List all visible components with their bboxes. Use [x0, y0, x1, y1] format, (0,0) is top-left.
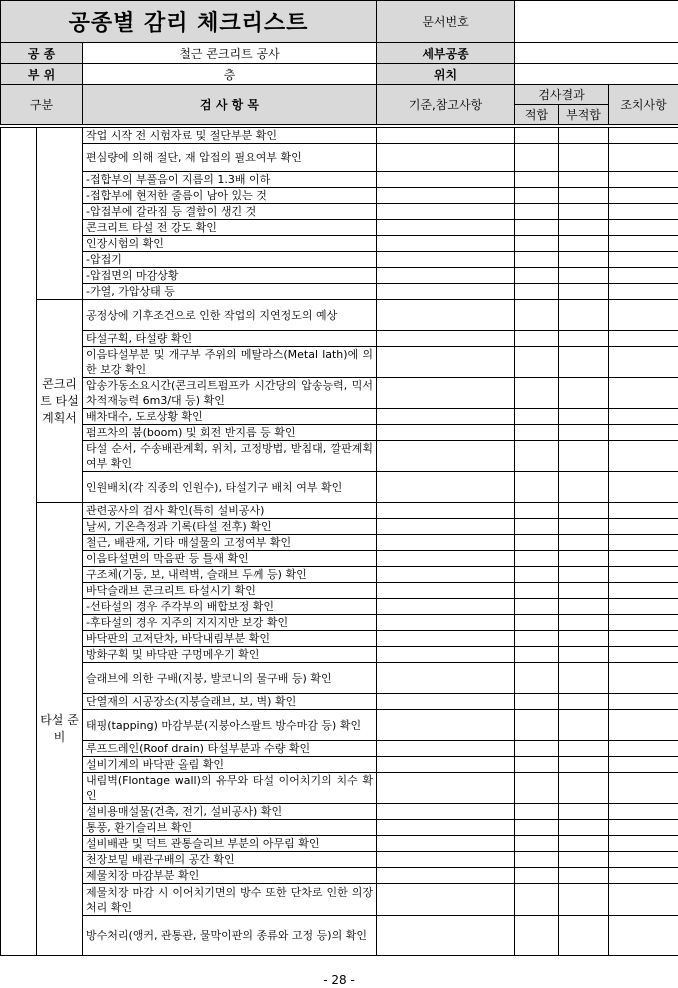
- fail-cell[interactable]: [559, 551, 609, 567]
- fail-cell[interactable]: [559, 663, 609, 694]
- pass-cell[interactable]: [515, 347, 559, 378]
- fail-cell[interactable]: [559, 472, 609, 503]
- criteria-cell[interactable]: [377, 347, 515, 378]
- action-cell[interactable]: [609, 884, 678, 916]
- fail-cell[interactable]: [559, 773, 609, 804]
- fail-cell[interactable]: [559, 852, 609, 868]
- fail-cell[interactable]: [559, 741, 609, 757]
- action-cell[interactable]: [609, 188, 678, 204]
- checklist-row: [1, 820, 678, 836]
- pass-cell[interactable]: [515, 599, 559, 615]
- check-item: 작업 시작 전 시험자료 및 절단부분 확인: [83, 128, 377, 144]
- fail-cell[interactable]: [559, 236, 609, 252]
- pass-cell[interactable]: [515, 236, 559, 252]
- action-cell[interactable]: [609, 347, 678, 378]
- pass-cell[interactable]: [515, 663, 559, 694]
- category-cell: 타설 준비: [37, 503, 83, 956]
- pass-cell[interactable]: [515, 820, 559, 836]
- check-item: -압접부에 갈라짐 등 결함이 생긴 것: [83, 204, 377, 220]
- criteria-cell[interactable]: [377, 128, 515, 144]
- criteria-cell[interactable]: [377, 519, 515, 535]
- checklist-row: [1, 503, 678, 519]
- pass-cell[interactable]: [515, 284, 559, 300]
- action-cell[interactable]: [609, 694, 678, 710]
- col-category-header: 구분: [1, 85, 83, 125]
- check-item: 태핑(tapping) 마감부분(지붕아스팔트 방수마감 등) 확인: [83, 710, 377, 741]
- checklist-row: [1, 188, 678, 204]
- check-item: 편심량에 의해 절단, 재 압접의 필요여부 확인: [83, 144, 377, 172]
- work-type-label: 공 종: [1, 43, 83, 64]
- check-item: 바닥슬래브 콘크리트 타설시기 확인: [83, 583, 377, 599]
- fail-cell[interactable]: [559, 583, 609, 599]
- check-item: 루프드레인(Roof drain) 타설부분과 수량 확인: [83, 741, 377, 757]
- sub-work-type-label: 세부공종: [377, 43, 515, 64]
- checklist-row: [1, 647, 678, 663]
- col-fail-header: 부적합: [559, 105, 609, 125]
- check-item: -접합부에 현저한 줄름이 남아 있는 것: [83, 188, 377, 204]
- check-item: -압접기: [83, 252, 377, 268]
- action-cell[interactable]: [609, 615, 678, 631]
- checklist-row: [1, 331, 678, 347]
- check-item: -압접면의 마감상황: [83, 268, 377, 284]
- checklist-row: [1, 425, 678, 441]
- action-cell[interactable]: [609, 128, 678, 144]
- pass-cell[interactable]: [515, 773, 559, 804]
- check-item: 인장시험의 확인: [83, 236, 377, 252]
- pass-cell[interactable]: [515, 378, 559, 409]
- pass-cell[interactable]: [515, 647, 559, 663]
- criteria-cell[interactable]: [377, 884, 515, 916]
- check-item: 압송가동소요시간(콘크리트펌프카 시간당의 압송능력, 믹서차적재능력 6m3/대 등) 확인: [83, 378, 377, 409]
- fail-cell[interactable]: [559, 820, 609, 836]
- checklist-row: [1, 631, 678, 647]
- criteria-cell[interactable]: [377, 204, 515, 220]
- checklist-row: [1, 300, 678, 331]
- fail-cell[interactable]: [559, 204, 609, 220]
- criteria-cell[interactable]: [377, 172, 515, 188]
- criteria-cell[interactable]: [377, 741, 515, 757]
- pass-cell[interactable]: [515, 188, 559, 204]
- criteria-cell[interactable]: [377, 694, 515, 710]
- fail-cell[interactable]: [559, 425, 609, 441]
- action-cell[interactable]: [609, 773, 678, 804]
- location-value[interactable]: [515, 64, 678, 85]
- fail-cell[interactable]: [559, 300, 609, 331]
- pass-cell[interactable]: [515, 583, 559, 599]
- checklist-row: [1, 710, 678, 741]
- checklist-row: [1, 836, 678, 852]
- pass-cell[interactable]: [515, 204, 559, 220]
- checklist-row: [1, 236, 678, 252]
- criteria-cell[interactable]: [377, 472, 515, 503]
- criteria-cell[interactable]: [377, 441, 515, 472]
- action-cell[interactable]: [609, 836, 678, 852]
- checklist-row: [1, 347, 678, 378]
- action-cell[interactable]: [609, 441, 678, 472]
- criteria-cell[interactable]: [377, 567, 515, 583]
- fail-cell[interactable]: [559, 868, 609, 884]
- checklist-row: [1, 441, 678, 472]
- check-item: -선타설의 경우 주각부의 배합보정 확인: [83, 599, 377, 615]
- criteria-cell[interactable]: [377, 144, 515, 172]
- checklist-row: [1, 804, 678, 820]
- pass-cell[interactable]: [515, 868, 559, 884]
- criteria-cell[interactable]: [377, 300, 515, 331]
- check-item: 슬래브에 의한 구배(지붕, 발코니의 물구배 등) 확인: [83, 663, 377, 694]
- fail-cell[interactable]: [559, 144, 609, 172]
- pass-cell[interactable]: [515, 425, 559, 441]
- criteria-cell[interactable]: [377, 836, 515, 852]
- check-item: 설비기계의 바닥판 올림 확인: [83, 757, 377, 773]
- action-cell[interactable]: [609, 220, 678, 236]
- action-cell[interactable]: [609, 647, 678, 663]
- check-item: 설비용매설물(건축, 전기, 설비공사) 확인: [83, 804, 377, 820]
- action-cell[interactable]: [609, 236, 678, 252]
- pass-cell[interactable]: [515, 836, 559, 852]
- action-cell[interactable]: [609, 268, 678, 284]
- criteria-cell[interactable]: [377, 503, 515, 519]
- action-cell[interactable]: [609, 378, 678, 409]
- check-item: 타설구획, 타설량 확인: [83, 331, 377, 347]
- action-cell[interactable]: [609, 916, 678, 956]
- check-item: 제물치장 마감부분 확인: [83, 868, 377, 884]
- check-item: 타설 순서, 수송배관계획, 위치, 고정방법, 받침대, 깔판계획 여부 확인: [83, 441, 377, 472]
- checklist-row: [1, 868, 678, 884]
- category-cell: 콘크리트 타설 계획서: [37, 300, 83, 503]
- checklist-row: [1, 567, 678, 583]
- check-item: 이음타설면의 막음판 등 틀새 확인: [83, 551, 377, 567]
- criteria-cell[interactable]: [377, 647, 515, 663]
- check-item: 설비배관 및 덕트 관통슬리브 부분의 아무림 확인: [83, 836, 377, 852]
- action-cell[interactable]: [609, 631, 678, 647]
- checklist-row: [1, 472, 678, 503]
- fail-cell[interactable]: [559, 631, 609, 647]
- fail-cell[interactable]: [559, 804, 609, 820]
- checklist-row: [1, 409, 678, 425]
- checklist-row: [1, 172, 678, 188]
- checklist-row: [1, 741, 678, 757]
- pass-cell[interactable]: [515, 567, 559, 583]
- fail-cell[interactable]: [559, 884, 609, 916]
- criteria-cell[interactable]: [377, 220, 515, 236]
- pass-cell[interactable]: [515, 268, 559, 284]
- check-item: 인원배치(각 직종의 인원수), 타설기구 배치 여부 확인: [83, 472, 377, 503]
- checklist-row: [1, 144, 678, 172]
- fail-cell[interactable]: [559, 441, 609, 472]
- checklist-row: [1, 128, 678, 144]
- criteria-cell[interactable]: [377, 284, 515, 300]
- check-item: 공정상에 기후조건으로 인한 작업의 지연정도의 예상: [83, 300, 377, 331]
- fail-cell[interactable]: [559, 535, 609, 551]
- check-item: 배차대수, 도로상황 확인: [83, 409, 377, 425]
- criteria-cell[interactable]: [377, 236, 515, 252]
- check-item: 구조체(기둥, 보, 내력벽, 슬래브 두께 등) 확인: [83, 567, 377, 583]
- criteria-cell[interactable]: [377, 252, 515, 268]
- pass-cell[interactable]: [515, 710, 559, 741]
- check-item: 내림벽(Flontage wall)의 유무와 타설 이어치기의 치수 확인: [83, 773, 377, 804]
- check-item: 콘크리트 타설 전 강도 확인: [83, 220, 377, 236]
- check-item: 이음타설부분 및 개구부 주위의 메탈라스(Metal lath)에 의한 보강 확인: [83, 347, 377, 378]
- checklist-row: [1, 204, 678, 220]
- criteria-cell[interactable]: [377, 804, 515, 820]
- action-cell[interactable]: [609, 425, 678, 441]
- fail-cell[interactable]: [559, 519, 609, 535]
- action-cell[interactable]: [609, 710, 678, 741]
- criteria-cell[interactable]: [377, 535, 515, 551]
- pass-cell[interactable]: [515, 694, 559, 710]
- check-item: 방화구획 및 바닥판 구멍메우기 확인: [83, 647, 377, 663]
- fail-cell[interactable]: [559, 567, 609, 583]
- criteria-cell[interactable]: [377, 820, 515, 836]
- checklist-row: [1, 519, 678, 535]
- action-cell[interactable]: [609, 252, 678, 268]
- pass-cell[interactable]: [515, 551, 559, 567]
- action-cell[interactable]: [609, 804, 678, 820]
- criteria-cell[interactable]: [377, 599, 515, 615]
- criteria-cell[interactable]: [377, 663, 515, 694]
- pass-cell[interactable]: [515, 519, 559, 535]
- criteria-cell[interactable]: [377, 916, 515, 956]
- pass-cell[interactable]: [515, 252, 559, 268]
- fail-cell[interactable]: [559, 172, 609, 188]
- pass-cell[interactable]: [515, 535, 559, 551]
- action-cell[interactable]: [609, 868, 678, 884]
- fail-cell[interactable]: [559, 710, 609, 741]
- criteria-cell[interactable]: [377, 710, 515, 741]
- fail-cell[interactable]: [559, 220, 609, 236]
- checklist-row: [1, 252, 678, 268]
- fail-cell[interactable]: [559, 252, 609, 268]
- action-cell[interactable]: [609, 741, 678, 757]
- work-type-value: 철근 콘크리트 공사: [83, 43, 377, 64]
- fail-cell[interactable]: [559, 647, 609, 663]
- col-action-header: 조치사항: [609, 85, 678, 125]
- fail-cell[interactable]: [559, 268, 609, 284]
- check-item: 단열재의 시공장소(지붕슬래브, 보, 벽) 확인: [83, 694, 377, 710]
- fail-cell[interactable]: [559, 188, 609, 204]
- checklist-row: [1, 852, 678, 868]
- checklist-row: [1, 663, 678, 694]
- criteria-cell[interactable]: [377, 188, 515, 204]
- fail-cell[interactable]: [559, 916, 609, 956]
- pass-cell[interactable]: [515, 884, 559, 916]
- check-item: 철근, 배관재, 기타 매설물의 고정여부 확인: [83, 535, 377, 551]
- pass-cell[interactable]: [515, 852, 559, 868]
- pass-cell[interactable]: [515, 300, 559, 331]
- checklist-row: [1, 773, 678, 804]
- checklist-row: [1, 757, 678, 773]
- action-cell[interactable]: [609, 757, 678, 773]
- criteria-cell[interactable]: [377, 757, 515, 773]
- doc-number-value[interactable]: [515, 1, 678, 43]
- fail-cell[interactable]: [559, 378, 609, 409]
- pass-cell[interactable]: [515, 503, 559, 519]
- pass-cell[interactable]: [515, 128, 559, 144]
- pass-cell[interactable]: [515, 804, 559, 820]
- sub-work-type-value[interactable]: [515, 43, 678, 64]
- left-margin-cell: [1, 128, 37, 956]
- action-cell[interactable]: [609, 409, 678, 425]
- criteria-cell[interactable]: [377, 409, 515, 425]
- criteria-cell[interactable]: [377, 773, 515, 804]
- fail-cell[interactable]: [559, 694, 609, 710]
- part-label: 부 위: [1, 64, 83, 85]
- fail-cell[interactable]: [559, 503, 609, 519]
- pass-cell[interactable]: [515, 741, 559, 757]
- checklist-row: [1, 583, 678, 599]
- action-cell[interactable]: [609, 204, 678, 220]
- action-cell[interactable]: [609, 820, 678, 836]
- part-value: 층: [83, 64, 377, 85]
- checklist-row: [1, 916, 678, 956]
- fail-cell[interactable]: [559, 331, 609, 347]
- criteria-cell[interactable]: [377, 615, 515, 631]
- action-cell[interactable]: [609, 503, 678, 519]
- fail-cell[interactable]: [559, 757, 609, 773]
- action-cell[interactable]: [609, 663, 678, 694]
- check-item: 천장보밑 배관구배의 공간 확인: [83, 852, 377, 868]
- category-cell: [37, 128, 83, 300]
- action-cell[interactable]: [609, 535, 678, 551]
- fail-cell[interactable]: [559, 599, 609, 615]
- action-cell[interactable]: [609, 472, 678, 503]
- check-item: 바닥판의 고저단차, 바닥내림부분 확인: [83, 631, 377, 647]
- criteria-cell[interactable]: [377, 868, 515, 884]
- pass-cell[interactable]: [515, 916, 559, 956]
- action-cell[interactable]: [609, 519, 678, 535]
- checklist-row: [1, 599, 678, 615]
- criteria-cell[interactable]: [377, 268, 515, 284]
- action-cell[interactable]: [609, 551, 678, 567]
- checklist-title: 공종별 감리 체크리스트: [1, 1, 377, 43]
- checklist-row: [1, 694, 678, 710]
- location-label: 위치: [377, 64, 515, 85]
- check-item: -후타설의 경우 지주의 지지지반 보강 확인: [83, 615, 377, 631]
- doc-number-label: 문서번호: [377, 1, 515, 43]
- checklist-row: [1, 535, 678, 551]
- action-cell[interactable]: [609, 300, 678, 331]
- check-item: 날씨, 기온측정과 기록(타설 전후) 확인: [83, 519, 377, 535]
- checklist-row: [1, 551, 678, 567]
- criteria-cell[interactable]: [377, 852, 515, 868]
- check-item: 관련공사의 검사 확인(특히 설비공사): [83, 503, 377, 519]
- check-item: 펌프차의 붐(boom) 및 회전 반지름 등 확인: [83, 425, 377, 441]
- checklist-row: [1, 884, 678, 916]
- check-item: 제물치장 마감 시 이어치기면의 방수 또한 단차로 인한 의장처리 확인: [83, 884, 377, 916]
- pass-cell[interactable]: [515, 220, 559, 236]
- action-cell[interactable]: [609, 172, 678, 188]
- action-cell[interactable]: [609, 567, 678, 583]
- checklist-row: [1, 284, 678, 300]
- checklist-row: [1, 378, 678, 409]
- check-item: -접합부의 부풀음이 지름의 1.3배 이하: [83, 172, 377, 188]
- criteria-cell[interactable]: [377, 425, 515, 441]
- checklist-row: [1, 220, 678, 236]
- checklist-row: [1, 615, 678, 631]
- check-item: -가열, 가압상태 등: [83, 284, 377, 300]
- col-criteria-header: 기준,참고사항: [377, 85, 515, 125]
- fail-cell[interactable]: [559, 128, 609, 144]
- action-cell[interactable]: [609, 599, 678, 615]
- criteria-cell[interactable]: [377, 583, 515, 599]
- check-item: 통풍, 환기슬리브 확인: [83, 820, 377, 836]
- pass-cell[interactable]: [515, 615, 559, 631]
- criteria-cell[interactable]: [377, 331, 515, 347]
- pass-cell[interactable]: [515, 472, 559, 503]
- action-cell[interactable]: [609, 144, 678, 172]
- col-items-header: 검 사 항 목: [83, 85, 377, 125]
- criteria-cell[interactable]: [377, 631, 515, 647]
- pass-cell[interactable]: [515, 409, 559, 425]
- pass-cell[interactable]: [515, 757, 559, 773]
- fail-cell[interactable]: [559, 284, 609, 300]
- fail-cell[interactable]: [559, 347, 609, 378]
- action-cell[interactable]: [609, 583, 678, 599]
- pass-cell[interactable]: [515, 331, 559, 347]
- criteria-cell[interactable]: [377, 551, 515, 567]
- check-item: 방수처리(앵커, 관통관, 물막이판의 종류와 고정 등)의 확인: [83, 916, 377, 956]
- checklist-row: [1, 268, 678, 284]
- pass-cell[interactable]: [515, 441, 559, 472]
- pass-cell[interactable]: [515, 172, 559, 188]
- col-result-header: 검사결과: [515, 85, 609, 105]
- fail-cell[interactable]: [559, 409, 609, 425]
- criteria-cell[interactable]: [377, 378, 515, 409]
- fail-cell[interactable]: [559, 615, 609, 631]
- pass-cell[interactable]: [515, 631, 559, 647]
- action-cell[interactable]: [609, 284, 678, 300]
- page-number: - 28 -: [323, 973, 355, 987]
- pass-cell[interactable]: [515, 144, 559, 172]
- action-cell[interactable]: [609, 852, 678, 868]
- fail-cell[interactable]: [559, 836, 609, 852]
- action-cell[interactable]: [609, 331, 678, 347]
- col-pass-header: 적합: [515, 105, 559, 125]
